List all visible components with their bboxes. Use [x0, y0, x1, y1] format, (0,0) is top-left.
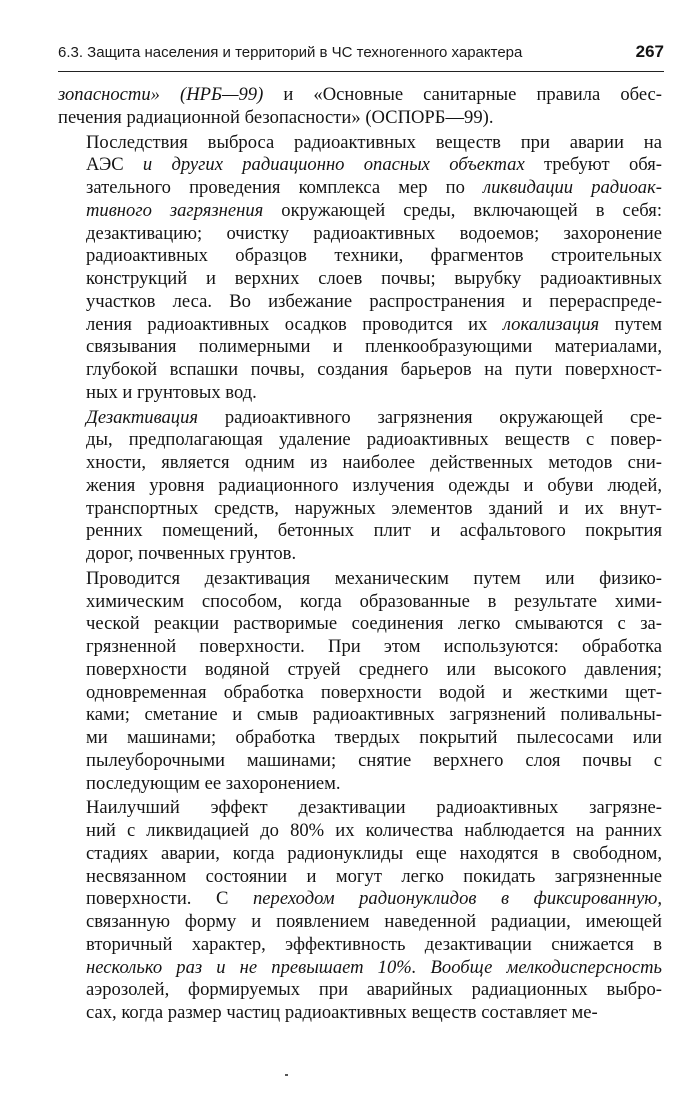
italic-text-run: Дезактивация [86, 406, 199, 428]
text-line [58, 682, 662, 705]
paragraph-4 [58, 568, 662, 796]
text-run: ками; сметание и смыв радиоактивных загрязнений поливальны- [86, 704, 662, 726]
text-line [58, 911, 662, 934]
paragraph-2 [58, 132, 662, 405]
text-run: ренних помещений, бетонных плит и асфальтового покрытия [86, 520, 662, 542]
text-line [58, 429, 662, 452]
text-run: аэрозолей, формируемых при аварийных радиационных выбро- [86, 979, 662, 1001]
running-header [0, 42, 664, 70]
text-run: ческой реакции растворимые соединения легко смываются с за- [86, 613, 662, 635]
text-run: связанную форму и появлением наведенной радиации, имеющей [86, 911, 662, 932]
text-run: связывания полимерными и пленкообразующими материалами, [86, 336, 662, 358]
italic-text-run: и других радиационно опасных объектах [142, 154, 525, 176]
text-run: стадиях аварии, когда радионуклиды еще находятся в свободном, [86, 842, 662, 864]
text-run: жения уровня радиационного излучения одежды и обуви людей, [86, 474, 662, 496]
text-run: дезактивацию; очистку радиоактивных водоемов; захоронение [86, 222, 662, 244]
body-text [58, 84, 662, 1025]
text-run: печения радиационной безопасности» (ОСПОРБ—99). [58, 106, 494, 128]
text-line [58, 223, 662, 246]
text-run: ний с ликвидацией до 80% их количества наблюдается на ранних [86, 820, 662, 841]
text-run: несвязанном состоянии и могут легко покидать загрязненные [86, 865, 662, 887]
text-line [58, 1002, 662, 1025]
text-line [58, 797, 662, 820]
text-line [58, 132, 662, 155]
text-run: путем [599, 313, 663, 335]
text-line [58, 452, 662, 475]
text-line [58, 107, 662, 130]
text-run: глубокой вспашки почвы, создания барьеров на пути поверхност- [86, 359, 662, 380]
text-run: конструкций и верхних слоев почвы; вырубку радиоактивных [86, 268, 662, 289]
text-line [58, 336, 662, 359]
text-run: Последствия выброса радиоактивных веществ при аварии на [86, 131, 662, 153]
italic-text-run: зопасности» (НРБ—99) [58, 84, 264, 105]
text-line [58, 659, 662, 682]
text-line [58, 704, 662, 727]
text-line [58, 750, 662, 773]
text-run: ды, предполагающая удаление радиоактивных веществ с повер- [86, 429, 662, 451]
text-run: дорог, почвенных грунтов. [86, 543, 297, 564]
text-line [58, 475, 662, 498]
text-run: одновременная обработка поверхности водой и жесткими щет- [86, 681, 662, 703]
text-run: радиоактивного загрязнения окружающей сре- [198, 406, 662, 428]
text-line [58, 934, 662, 957]
text-run: ных и грунтовых вод. [86, 381, 257, 403]
text-line [58, 568, 662, 591]
text-run: радиоактивных образцов техники, фрагментов строительных [86, 245, 662, 267]
text-run: хности, является одним из наиболее действенных методов сни- [86, 452, 662, 473]
italic-text-run: переходом радионуклидов в фиксированную, [253, 888, 662, 910]
text-run: пылеуборочными машинами; снятие верхнего слоя почвы с [86, 749, 662, 771]
text-line [58, 154, 662, 177]
text-run: поверхности водяной струей среднего или высокого давления; [86, 658, 662, 680]
text-line [58, 314, 662, 337]
text-line [58, 773, 662, 796]
text-run: Наилучший эффект дезактивации радиоактивных загрязне- [86, 797, 662, 819]
text-run: и «Основные санитарные правила обес- [263, 84, 662, 105]
text-line [58, 543, 662, 566]
italic-text-run: несколько раз и не превышает 10%. Вообще мелкодисперсность [86, 956, 662, 978]
text-line [58, 843, 662, 866]
paragraph-3 [58, 407, 662, 566]
text-line [58, 957, 662, 980]
text-line [58, 520, 662, 543]
paragraph-5 [58, 797, 662, 1025]
text-line [58, 498, 662, 521]
text-line [58, 84, 662, 107]
text-run: поверхности. С [86, 888, 253, 910]
text-line [58, 268, 662, 291]
text-line [58, 591, 662, 614]
text-run: транспортных средств, наружных элементов зданий и их внут- [86, 497, 662, 519]
text-run: химическим способом, когда образованные в результате хими- [86, 590, 662, 612]
text-line [58, 888, 662, 911]
text-line [58, 727, 662, 750]
paragraph-1 [58, 84, 662, 130]
italic-text-run: локализация [502, 313, 600, 335]
text-line [58, 291, 662, 314]
running-title: 6.3. Защита населения и территорий в ЧС техногенного характера [58, 44, 523, 61]
text-run: зательного проведения комплекса мер по [86, 177, 484, 198]
text-run: АЭС [86, 154, 143, 176]
text-run: вторичный характер, эффективность дезактивации снижается в [86, 933, 662, 955]
text-line [58, 177, 662, 200]
text-run: Проводится дезактивация механическим путем или физико- [86, 567, 662, 589]
text-line [58, 979, 662, 1002]
page-number: 267 [635, 42, 664, 61]
text-line [58, 359, 662, 382]
text-line [58, 636, 662, 659]
text-line [58, 407, 662, 430]
text-line [58, 245, 662, 268]
italic-text-run: ликвидации радиоак- [483, 177, 662, 198]
header-rule [58, 71, 664, 72]
text-run: сах, когда размер частиц радиоактивных веществ составляет ме- [86, 1002, 598, 1023]
text-line [58, 613, 662, 636]
text-line [58, 200, 662, 223]
text-line [58, 382, 662, 405]
text-run: окружающей среды, включающей в себя: [263, 199, 662, 221]
text-run: требуют обя- [524, 154, 662, 176]
italic-text-run: тивного загрязнения [86, 199, 264, 221]
text-line [58, 866, 662, 889]
text-run: участков леса. Во избежание распространения и перераспреде- [86, 290, 662, 312]
text-run: грязненной поверхности. При этом используются: обработка [86, 636, 662, 657]
text-run: последующим ее захоронением. [86, 772, 341, 794]
text-run: ления радиоактивных осадков проводится их [86, 313, 503, 335]
stray-print-mark [285, 1074, 288, 1076]
text-line [58, 820, 662, 843]
text-run: ми машинами; обработка твердых покрытий пылесосами или [86, 727, 662, 748]
